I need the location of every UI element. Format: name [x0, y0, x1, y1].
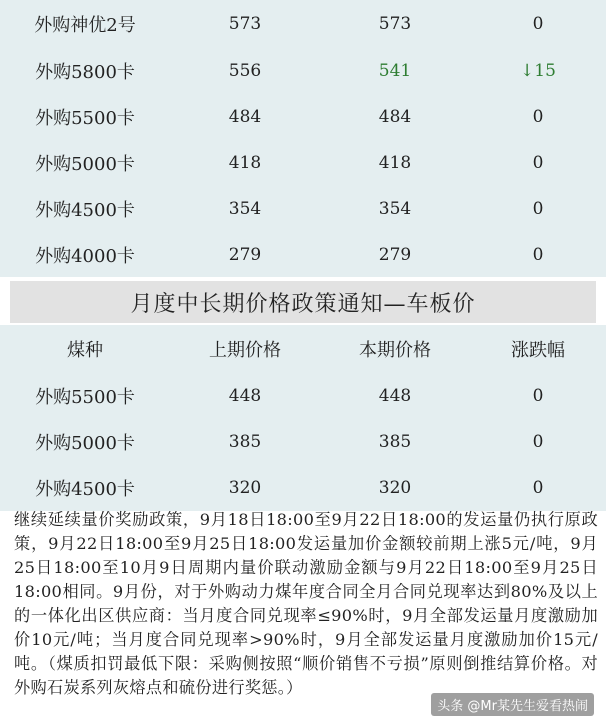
prev-price: 279: [228, 244, 262, 265]
coal-type: 外购5500卡: [35, 108, 135, 129]
price-change: 0: [532, 199, 544, 219]
coal-type: 外购4500卡: [35, 479, 135, 500]
section-title: 月度中长期价格政策通知—车板价: [10, 281, 596, 323]
curr-price: 320: [378, 478, 412, 498]
header-curr-price: 本期价格: [359, 340, 431, 361]
header-prev-price: 上期价格: [209, 340, 281, 361]
policy-notes: 继续延续量价奖励政策，9月18日18:00至9月22日18:00的发运量仍执行原政策，9月22日18:00至9月25日18:00发运量加价金额较前期上涨5元/吨，9月25日18:00至10月9日周期内量价联动激励金额与9月22日18:00至9月25日18:00相同。9月份，对于外购动力煤年度合同全月合同兑现率达到80%及以上的一体化出区供应商：当月度合同兑现率≤90%时，9月全部发运量月度激励加价10元/吨；当月度合同兑现率>90%时，9月全部发运量月度激励加价15元/吨。（煤质扣罚最低下限：采购侧按照“顺价销售不亏损”原则倒推结算价格。对外购石炭系列灰熔点和硫份进行奖惩。）: [14, 510, 598, 697]
curr-price: 354: [378, 199, 412, 219]
curr-price: 448: [378, 386, 412, 406]
price-change: 0: [532, 153, 544, 173]
prev-price: 385: [228, 432, 262, 452]
curr-price: 484: [378, 107, 412, 127]
price-change: ↓15: [520, 61, 556, 81]
header-change: 涨跌幅: [511, 340, 565, 361]
coal-type: 外购神优2号: [34, 15, 136, 36]
watermark: 头条 @Mr某先生爱看热闹: [431, 693, 594, 716]
coal-type: 外购5000卡: [35, 154, 135, 175]
table-row: [0, 419, 606, 465]
price-table-1: [0, 0, 606, 277]
prev-price: 448: [228, 386, 262, 406]
prev-price: 573: [228, 14, 262, 34]
table-row: [0, 373, 606, 419]
price-change: 0: [532, 478, 544, 498]
prev-price: 418: [228, 153, 262, 173]
header-coal-type: 煤种: [67, 340, 103, 361]
prev-price: 354: [228, 199, 262, 219]
curr-price: 573: [378, 14, 412, 34]
price-table-2: [0, 325, 606, 511]
prev-price: 484: [228, 107, 262, 127]
table-row: [0, 232, 606, 277]
table-row: [0, 186, 606, 232]
curr-price: 418: [378, 153, 412, 173]
coal-type: 外购5000卡: [35, 433, 135, 454]
price-change: 0: [532, 386, 544, 406]
table-header-row: [0, 325, 606, 373]
coal-type: 外购5500卡: [35, 387, 135, 408]
price-change: 0: [532, 244, 544, 265]
price-change: 0: [532, 107, 544, 127]
curr-price: 279: [378, 244, 412, 265]
table-row: [0, 0, 606, 48]
price-change: 0: [532, 432, 544, 452]
prev-price: 320: [228, 478, 262, 498]
coal-type: 外购5800卡: [35, 62, 135, 83]
coal-type: 外购4500卡: [35, 200, 135, 221]
table-row: [0, 48, 606, 94]
curr-price: 385: [378, 432, 412, 452]
curr-price: 541: [378, 61, 412, 81]
table-row: [0, 94, 606, 140]
price-change: 0: [532, 14, 544, 34]
prev-price: 556: [228, 61, 262, 81]
coal-type: 外购4000卡: [35, 245, 135, 267]
table-row: [0, 465, 606, 511]
table-row: [0, 140, 606, 186]
